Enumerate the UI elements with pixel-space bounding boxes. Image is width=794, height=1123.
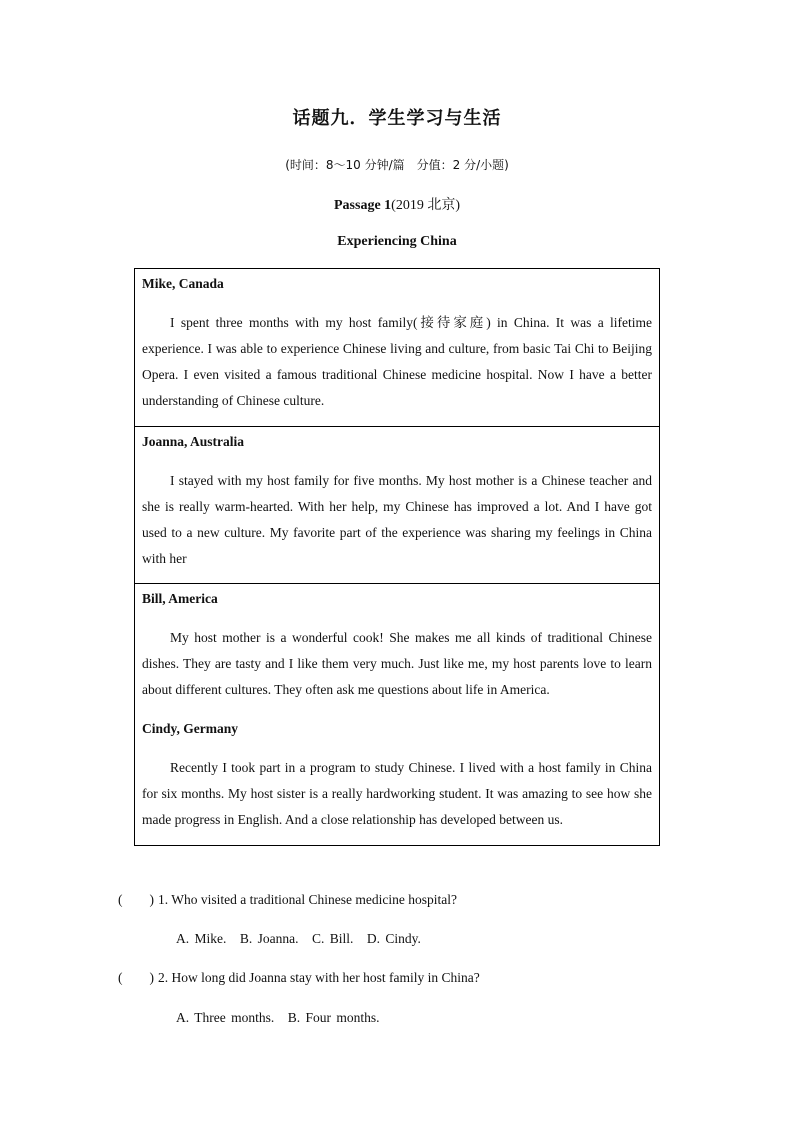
entry-cell [135, 426, 659, 583]
question-text: 2. How long did Joanna stay with her host family in China? [158, 970, 480, 985]
entry-author: Cindy, Germany [142, 721, 239, 736]
question-2-options: A. Three months. B. Four months. [176, 1010, 380, 1025]
entry-cell [135, 269, 659, 426]
passage-heading [0, 194, 794, 214]
question-1 [118, 890, 457, 910]
question-text: 1. Who visited a traditional Chinese medicine hospital? [158, 892, 457, 907]
entry-author: Bill, America [142, 591, 218, 606]
passage-title: Experiencing China [337, 234, 457, 249]
time-score-note: (时间：8～10 分钟/篇 分值：2 分/小题) [285, 158, 509, 172]
page-title: 话题九．学生学习与生活 [292, 108, 502, 129]
entry-text: Recently I took part in a program to study Chinese. I lived with a host family in China for six months. My host sister is a really hardworking student. It was amazing to see how she made progress in English. And a close relationship has developed between us. [142, 760, 652, 827]
question-1-options: A. Mike. B. Joanna. C. Bill. D. Cindy. [176, 931, 421, 946]
answer-blank[interactable]: ( ) [118, 892, 154, 907]
entry-text: I spent three months with my host family(接待家庭) in China. It was a lifetime experience. I was able to experience Chinese living and culture, from basic Tai Chi to Beijing Opera. I even visited a famous traditional Chinese medicine hospital. Now I have a better understanding of Chinese culture. [142, 315, 652, 408]
entry-cell [135, 583, 659, 845]
passage-label: Passage 1 [334, 198, 392, 213]
passage-source: (2019 北京) [391, 198, 460, 213]
answer-blank[interactable]: ( ) [118, 970, 154, 985]
question-2 [118, 968, 480, 988]
entry-author: Joanna, Australia [142, 434, 245, 449]
entry-author: Mike, Canada [142, 276, 224, 291]
entry-text: My host mother is a wonderful cook! She makes me all kinds of traditional Chinese dishes. They are tasty and I like them very much. Just like me, my host parents love to learn about different cultures. They often ask me questions about life in America. [142, 630, 652, 697]
passage-table [134, 268, 660, 846]
entry-text: I stayed with my host family for five months. My host mother is a Chinese teacher and she is really warm-hearted. With her help, my Chinese has improved a lot. And I have got used to a new culture. My favorite part of the experience was sharing my feelings in China with her [142, 473, 652, 566]
